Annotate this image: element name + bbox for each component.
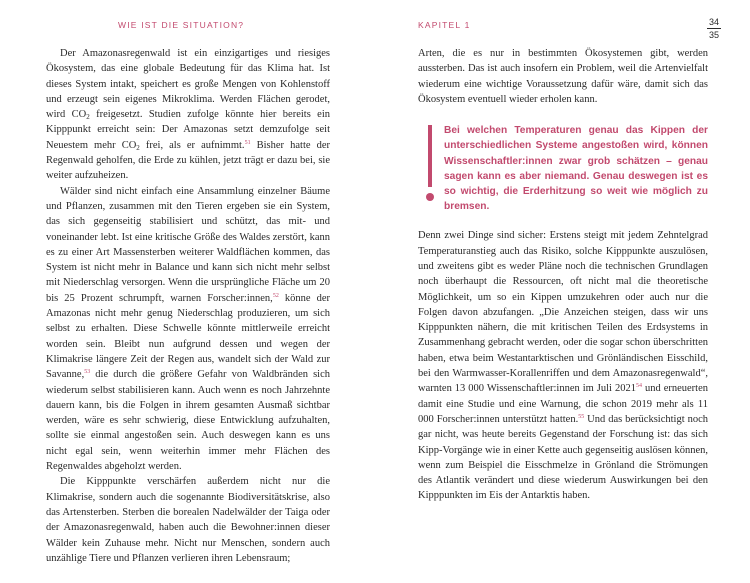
page-numbers bbox=[707, 16, 721, 41]
footnote-ref[interactable]: 55 bbox=[578, 413, 585, 420]
right-page-body bbox=[418, 46, 708, 504]
quote-dot-decoration bbox=[426, 193, 434, 201]
footnote-ref[interactable]: 51 bbox=[244, 139, 251, 146]
quote-bar-decoration bbox=[428, 125, 432, 187]
subscript: 2 bbox=[86, 113, 90, 122]
pull-quote bbox=[418, 123, 708, 214]
paragraph: Wälder sind nicht einfach eine Ansammlung einzelner Bäume und Pflanzen, zusammen mit den Tieren ergeben sie ein System, das sich gegenseitig stabilisiert und schützt, das mit- und voneinander lebt. Ist eine kritische Größe des Waldes zerstört, kann es zu einer Art Massensterben weiterer Waldflächen kommen, das System ist nicht mehr in Balance und kann sich nicht mehr selbst mit Niederschlag versorgen. Wenn die ursprüngliche Fläche um 20 bis 25 Prozent schrumpft, warnen Forscher:innen,$^{52}$ könne der Amazonas nicht mehr genug Niederschlag produzieren, um sich selbst zu erhalten. Diese Schwelle könnte mittlerweile erreicht worden sein. Bleibt nun aufgrund dessen und wegen der Klimakrise längere Zeit der Regen aus, wandelt sich der Wald zur Savanne,$^{53}$ die durch die größere Gefahr von Waldbränden sich wiederum selbst stabilisieren kann. Auch wenn es noch Jahrzehnte dauern kann, bis die Folgen in ihrem gesamten Ausmaß sichtbar werden, wäre es sehr schwierig, diese Entwicklung aufzuhalten, sollte sie einmal angestoßen sein. Auch deswegen kann es uns nicht egal sein, wenn weiterhin immer mehr Flächen des Regenwaldes abgeholzt werden. bbox=[46, 185, 330, 473]
running-head-left: WIE IST DIE SITUATION? bbox=[118, 20, 245, 30]
pull-quote-text: Bei welchen Temperaturen genau das Kippen der unterschiedlichen Systeme angestoßen wird, können Wissenschaftler:innen zwar grob schätzen – genau sagen kann es aber niemand. Genau deswegen ist es so wichtig, die Erderhitzung so weit wie möglich zu bremsen. bbox=[444, 125, 708, 213]
footnote-ref[interactable]: 53 bbox=[84, 369, 91, 376]
paragraph: Der Amazonasregenwald ist ein einzigartiges und riesiges Ökosystem, das eine globale Bedeutung für das Klima hat. Ist dieses System intakt, speichert es große Mengen von Kohlenstoff und erzeugt sein eigenes Mikroklima. Werden Flächen gerodet, wird $CO_2$ freigesetzt. Studien zufolge könnte hier bereits ein Kipppunkt erreicht sein: Der Amazonas setzt demzufolge seit Neuestem mehr $CO_2$ frei, als er aufnimmt.$^{51}$ Bisher hatte der Regenwald geholfen, die Erde zu kühlen, jetzt trägt er dazu bei, sie weiter aufzuheizen. bbox=[46, 48, 331, 182]
page-number-divider bbox=[707, 28, 721, 29]
footnote-ref[interactable]: 52 bbox=[272, 292, 279, 299]
left-page-body bbox=[46, 46, 330, 566]
subscript: 2 bbox=[136, 143, 140, 152]
running-head-right: KAPITEL 1 bbox=[418, 20, 471, 30]
paragraph: Arten, die es nur in bestimmten Ökosystemen gibt, werden aussterben. Das ist auch insofern ein Problem, weil die Artenvielfalt wiederum eine wichtige Voraussetzung dafür wäre, damit sich das Ökosystem eventuell wieder erholen kann. bbox=[418, 48, 708, 105]
page-number-left: 34 bbox=[708, 17, 719, 27]
page-number-right: 35 bbox=[708, 30, 719, 40]
paragraph: Denn zwei Dinge sind sicher: Erstens steigt mit jedem Zehntelgrad Temperaturanstieg auch das Risiko, solche Kipppunkte auszulösen, und zweitens gibt es weder Pläne noch die technischen Grundlagen noch überhaupt die Ressourcen, oft nicht mal die theoretische Möglichkeit, um so ein Kippen umzukehren oder auch nur die Folgen davon abzufangen. „Die Anzeichen steigen, dass wir uns Kipppunkten nähern, die mit kritischen Teilen des Erdsystems in Zusammenhang gebracht werden, oder die sogar schon überschritten haben, etwa beim Westantarktischen und Grönländischen Eisschild, bei den Warmwasser-Korallenriffen und dem Amazonasregenwald“, warnten 13 000 Wissenschaftler:innen im Juli 2021$^{54}$ und erneuerten damit eine Studie und eine Warnung, die schon 2019 mehr als 11 000 Forscher:innen unterstützt hatten.$^{55}$ Und das berücksichtigt noch gar nicht, was heute bereits Gegenstand der Forschung ist: das sich Kipp-Vorgänge wie in einer Kette auch gegenseitig auslösen können, wenn zum Beispiel die Eisschmelze in Grönland die Strömungen des Atlantik verändert und diese wiederum Auswirkungen bei den Kipppunkten im Eis der Antarktis haben. bbox=[418, 230, 709, 502]
paragraph: Die Kipppunkte verschärfen außerdem nicht nur die Klimakrise, sondern auch die sogenannte Biodiversitätskrise, also das Artensterben. Sterben die borealen Nadelwälder der Taiga oder der Amazonasregenwald, haben auch die Bewohner:innen dieser Wälder kein Zuhause mehr. Nicht nur Menschen, sondern auch unzählige Tiere und Pflanzen verlieren ihren Lebensraum; bbox=[46, 476, 330, 564]
footnote-ref[interactable]: 54 bbox=[635, 383, 642, 390]
